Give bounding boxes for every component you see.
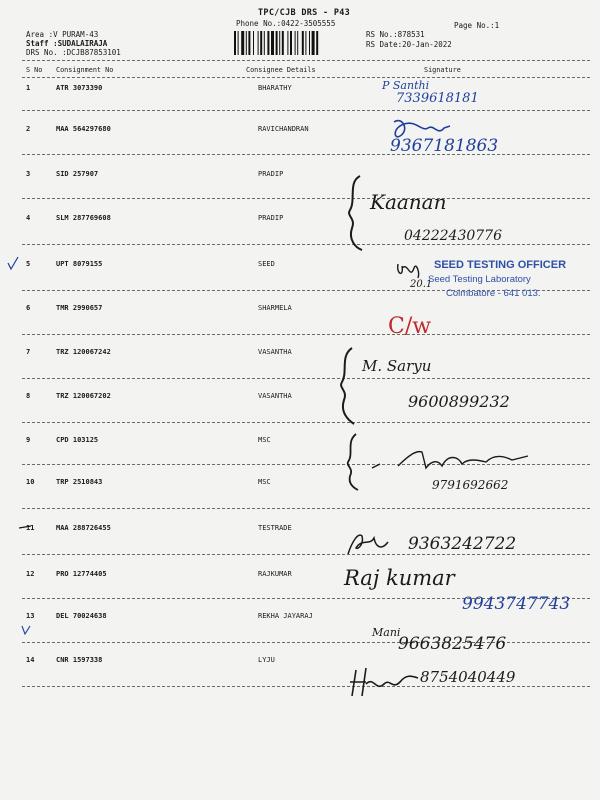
signature-13-phone: 9663825476 <box>398 634 507 654</box>
row-consignment-number: CNR 1597338 <box>56 656 103 664</box>
row-divider <box>22 334 590 335</box>
signature-3-4-name: Kaanan <box>370 190 447 214</box>
row-serial-number: 7 <box>26 348 31 356</box>
row-consignee-name: TESTRADE <box>258 524 292 532</box>
staff-label: Staff :SUDALAIRAJA <box>26 39 108 48</box>
row-serial-number: 13 <box>26 612 35 620</box>
row-divider <box>22 422 590 423</box>
header-divider <box>22 60 590 61</box>
row-serial-number: 1 <box>26 84 31 92</box>
signature-14-scribble <box>346 662 426 702</box>
row-consignee-name: BHARATHY <box>258 84 292 92</box>
tick-mark-row-13 <box>20 624 32 636</box>
signature-7-8-name: M. Saryu <box>362 357 432 375</box>
tick-mark-row-5 <box>6 255 20 271</box>
row-divider <box>22 198 590 199</box>
sheet-title: TPC/CJB DRS - P43 <box>258 8 351 18</box>
area-label: Area :V PURAM-43 <box>26 30 99 39</box>
row-divider <box>22 508 590 509</box>
row-consignment-number: UPT 8079155 <box>56 260 103 268</box>
brace-rows-3-4 <box>342 172 372 252</box>
brace-rows-9-10 <box>344 432 364 492</box>
phone-number: Phone No.:0422-3505555 <box>236 19 336 28</box>
stamp-line-1: SEED TESTING OFFICER <box>434 259 567 271</box>
row-consignee-name: LYJU <box>258 656 275 664</box>
signature-1-name: P Santhi <box>382 79 430 92</box>
row-consignee-name: RAJKUMAR <box>258 570 292 578</box>
stamp-line-3: Coimbatore - 641 013. <box>446 288 541 299</box>
signature-5-date: 20.1 <box>410 279 433 290</box>
row-serial-number: 5 <box>26 260 31 268</box>
signature-14-phone: 8754040449 <box>420 668 516 686</box>
strike-mark-row-11 <box>18 520 35 534</box>
signature-7-8-phone: 9600899232 <box>408 392 510 411</box>
signature-13-name: Mani <box>372 626 401 639</box>
barcode <box>234 31 352 55</box>
row-serial-number: 4 <box>26 214 31 222</box>
column-header-signature: Signature <box>424 66 461 74</box>
row-serial-number: 14 <box>26 656 35 664</box>
row-consignment-number: TMR 2990657 <box>56 304 103 312</box>
signature-12-phone: 9943747743 <box>462 594 571 614</box>
row-serial-number: 3 <box>26 170 31 178</box>
row-consignment-number: SLM 287769608 <box>56 214 111 222</box>
row-serial-number: 2 <box>26 125 31 133</box>
brace-rows-7-8 <box>336 346 360 426</box>
page-number: Page No.:1 <box>454 21 500 30</box>
column-header-consignment: Consignment No <box>56 66 114 74</box>
row-serial-number: 9 <box>26 436 31 444</box>
rs-number: RS No.:878531 <box>366 30 425 39</box>
signature-11-scribble <box>344 528 404 558</box>
signature-11-phone: 9363242722 <box>408 534 517 554</box>
row-serial-number: 8 <box>26 392 31 400</box>
row-divider <box>22 244 590 245</box>
drs-number: DRS No. :DCJB87853101 <box>26 48 121 57</box>
row-consignee-name: SHARMELA <box>258 304 292 312</box>
row-consignee-name: SEED <box>258 260 275 268</box>
row-consignee-name: PRADIP <box>258 170 284 178</box>
rs-date: RS Date:20-Jan-2022 <box>366 40 452 49</box>
signature-1-phone: 7339618181 <box>396 91 479 106</box>
column-header-consignee: Consignee Details <box>246 66 316 74</box>
stamp-line-2: Seed Testing Laboratory <box>428 274 531 285</box>
row-consignee-name: PRADIP <box>258 214 284 222</box>
signature-9-10-phone: 9791692662 <box>432 478 509 492</box>
row-divider <box>22 154 590 155</box>
row-consignment-number: ATR 3073390 <box>56 84 103 92</box>
row-consignment-number: MAA 564297680 <box>56 125 111 133</box>
signature-2-phone: 9367181863 <box>390 136 499 156</box>
row-divider <box>22 110 590 111</box>
signature-6-mark: C/w <box>388 314 432 339</box>
row-consignee-name: VASANTHA <box>258 348 292 356</box>
row-consignment-number: TRZ 120067202 <box>56 392 111 400</box>
row-consignee-name: REKHA JAYARAJ <box>258 612 313 620</box>
column-header-sno: S No <box>26 66 43 74</box>
row-consignee-name: VASANTHA <box>258 392 292 400</box>
row-consignee-name: MSC <box>258 436 271 444</box>
row-serial-number: 11 <box>26 524 35 532</box>
signature-3-4-phone: 04222430776 <box>404 228 502 244</box>
row-consignment-number: TRP 2510843 <box>56 478 103 486</box>
row-consignment-number: PRO 12774405 <box>56 570 107 578</box>
signature-9-10-scribble <box>368 446 538 476</box>
row-consignment-number: DEL 70024638 <box>56 612 107 620</box>
row-consignment-number: CPD 103125 <box>56 436 99 444</box>
row-serial-number: 10 <box>26 478 35 486</box>
row-consignment-number: MAA 288726455 <box>56 524 111 532</box>
row-divider <box>22 554 590 555</box>
row-serial-number: 6 <box>26 304 31 312</box>
row-serial-number: 12 <box>26 570 35 578</box>
signature-12-name: Raj kumar <box>344 566 455 590</box>
row-divider <box>22 686 590 687</box>
column-header-divider <box>22 77 590 78</box>
row-consignee-name: RAVICHANDRAN <box>258 125 309 133</box>
row-consignment-number: SID 257907 <box>56 170 99 178</box>
row-consignee-name: MSC <box>258 478 271 486</box>
row-consignment-number: TRZ 120067242 <box>56 348 111 356</box>
row-divider <box>22 378 590 379</box>
